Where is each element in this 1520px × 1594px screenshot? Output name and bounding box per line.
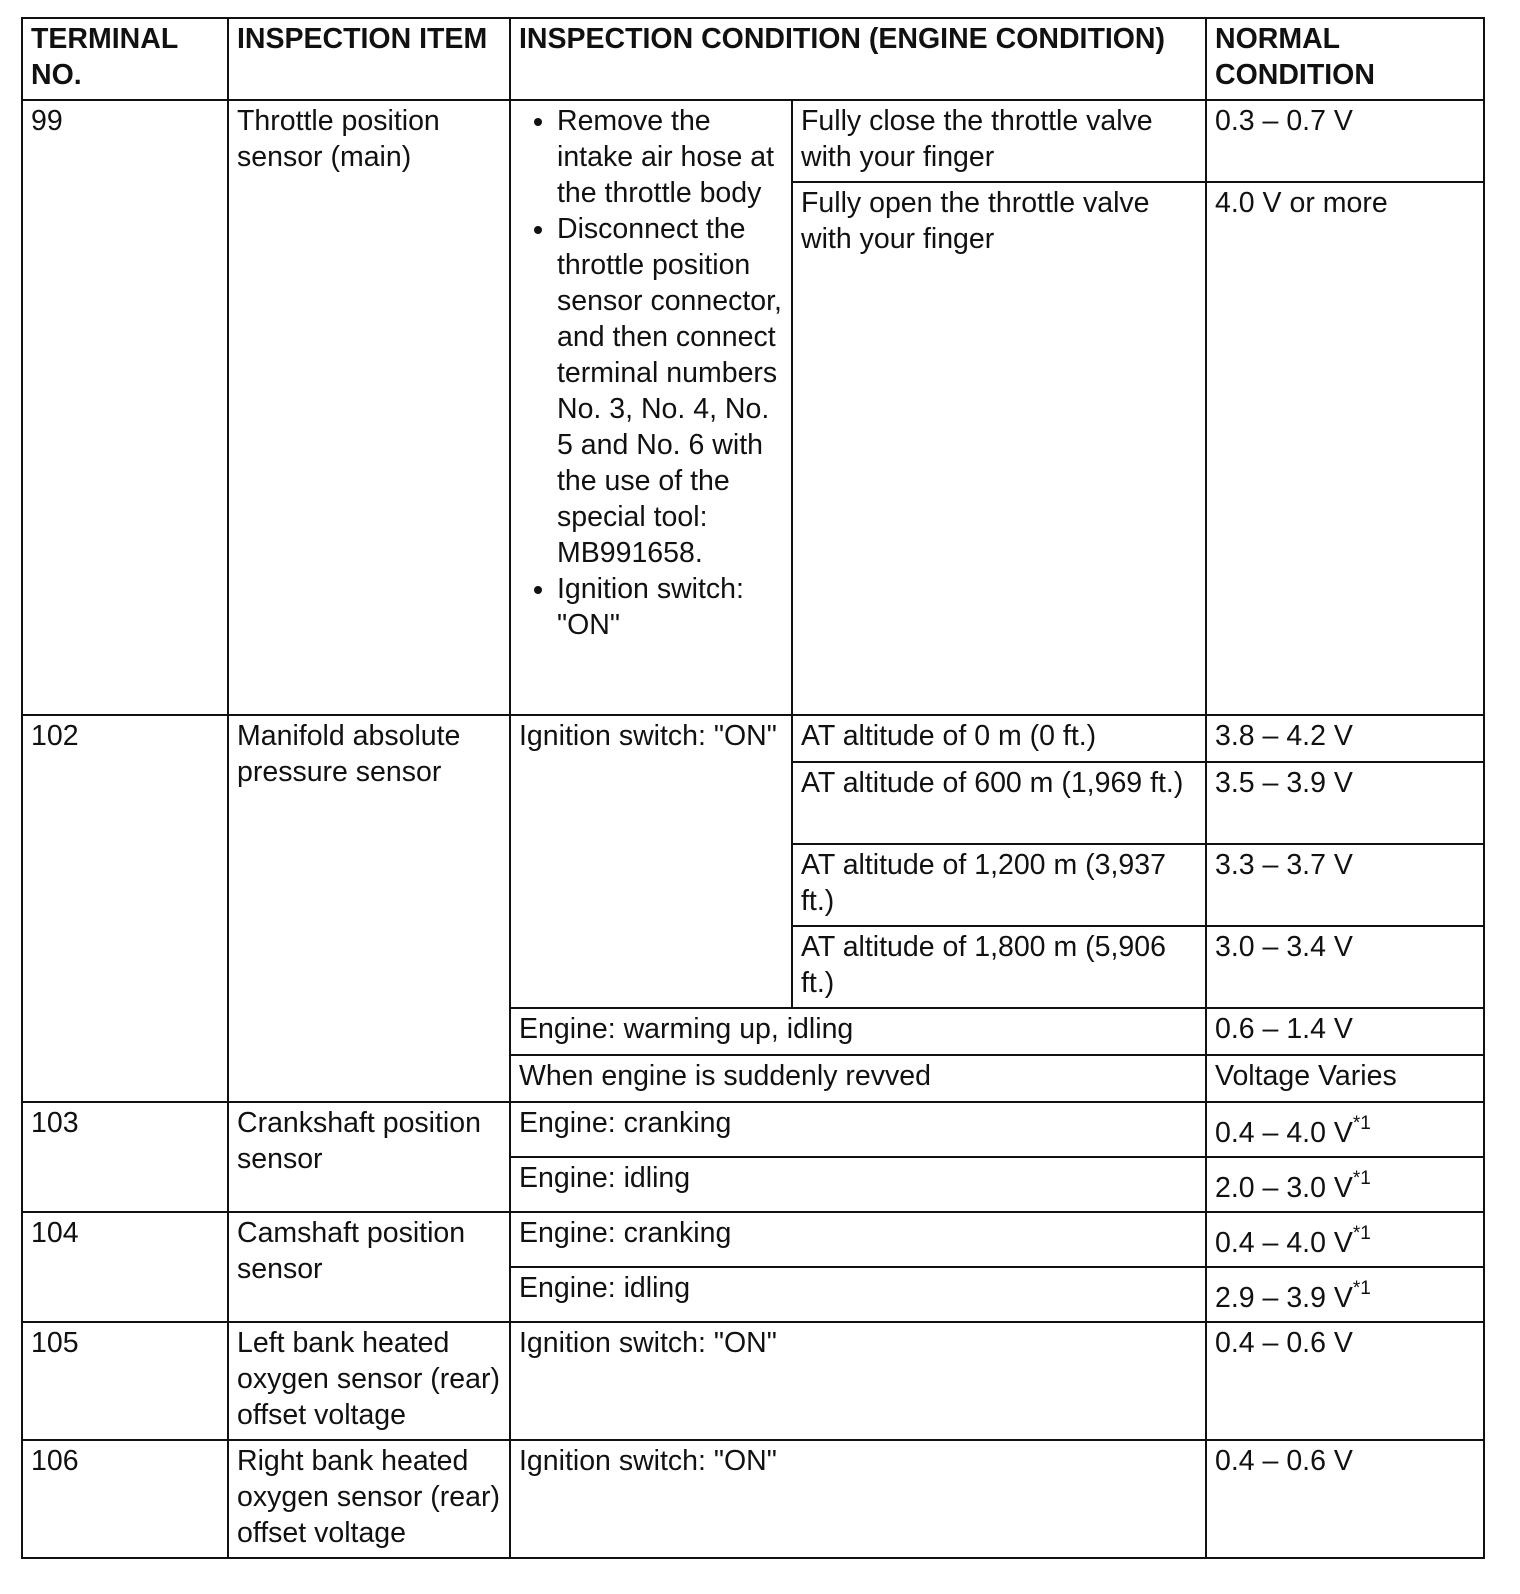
normal-value-cell: 4.0 V or more [1206, 182, 1484, 715]
normal-value: 2.9 – 3.9 V [1215, 1282, 1353, 1314]
header-normal-condition: NORMAL CONDITION [1206, 18, 1484, 100]
normal-value-cell: 3.5 – 3.9 V [1206, 762, 1484, 844]
condition-cell: Engine: cranking [510, 1212, 1206, 1267]
footnote-marker: *1 [1352, 1222, 1371, 1244]
item-cell: Left bank heated oxygen sensor (rear) offset voltage [228, 1322, 510, 1440]
normal-value-cell: 0.4 – 0.6 V [1206, 1322, 1484, 1440]
header-row [22, 18, 1484, 100]
table-row-104 [22, 1212, 1484, 1267]
condition-cell [510, 100, 792, 715]
normal-value-cell: 3.3 – 3.7 V [1206, 844, 1484, 926]
footnote-marker: *1 [1352, 1277, 1371, 1299]
sub-condition-cell: AT altitude of 1,800 m (5,906 ft.) [792, 926, 1206, 1008]
header-inspection-condition: INSPECTION CONDITION (ENGINE CONDITION) [510, 18, 1206, 100]
table-row-99 [22, 100, 1484, 182]
footnote-marker: *1 [1352, 1112, 1371, 1134]
item-cell: Camshaft position sensor [228, 1212, 510, 1322]
header-terminal-no: TERMINAL NO. [22, 18, 228, 100]
terminal-cell: 103 [22, 1102, 228, 1212]
condition-cell: Engine: warming up, idling [510, 1008, 1206, 1055]
terminal-cell: 105 [22, 1322, 228, 1440]
sub-condition-cell: AT altitude of 0 m (0 ft.) [792, 715, 1206, 762]
normal-value: 0.4 – 4.0 V [1215, 1117, 1353, 1149]
normal-value-cell: 3.8 – 4.2 V [1206, 715, 1484, 762]
normal-value-cell: 0.4 – 0.6 V [1206, 1440, 1484, 1558]
condition-cell: Ignition switch: "ON" [510, 1322, 1206, 1440]
condition-bullet-list [519, 103, 783, 643]
normal-value-cell [1206, 1267, 1484, 1322]
item-cell: Throttle position sensor (main) [228, 100, 510, 715]
terminal-cell: 104 [22, 1212, 228, 1322]
table-row-106 [22, 1440, 1484, 1558]
condition-cell: Ignition switch: "ON" [510, 715, 792, 1008]
table-row-105 [22, 1322, 1484, 1440]
table-row-102 [22, 715, 1484, 762]
condition-cell: When engine is suddenly revved [510, 1055, 1206, 1102]
sub-condition-cell: AT altitude of 1,200 m (3,937 ft.) [792, 844, 1206, 926]
terminal-cell: 106 [22, 1440, 228, 1558]
item-cell: Crankshaft position sensor [228, 1102, 510, 1212]
list-item: • Disconnect the throttle position sensor connector, and then connect terminal numbers No. 3, No. 4, No. 5 and No. 6 with the use of the special tool: MB991658. [557, 211, 783, 571]
list-item: • Ignition switch: "ON" [557, 571, 783, 643]
sub-condition-cell: AT altitude of 600 m (1,969 ft.) [792, 762, 1206, 844]
normal-value: 2.0 – 3.0 V [1215, 1172, 1353, 1204]
terminal-cell: 99 [22, 100, 228, 715]
normal-value-cell [1206, 1157, 1484, 1212]
condition-cell: Engine: idling [510, 1157, 1206, 1212]
item-cell: Right bank heated oxygen sensor (rear) offset voltage [228, 1440, 510, 1558]
normal-value-cell: 0.6 – 1.4 V [1206, 1008, 1484, 1055]
terminal-cell: 102 [22, 715, 228, 1102]
item-cell: Manifold absolute pressure sensor [228, 715, 510, 1102]
normal-value-cell [1206, 1212, 1484, 1267]
inspection-table [21, 17, 1485, 1559]
normal-value-cell: Voltage Varies [1206, 1055, 1484, 1102]
sub-condition-cell: Fully open the throttle valve with your finger [792, 182, 1206, 715]
condition-cell: Engine: idling [510, 1267, 1206, 1322]
normal-value-cell [1206, 1102, 1484, 1157]
list-item: • Remove the intake air hose at the throttle body [557, 103, 783, 211]
table-row-103 [22, 1102, 1484, 1157]
sub-condition-cell: Fully close the throttle valve with your finger [792, 100, 1206, 182]
condition-cell: Engine: cranking [510, 1102, 1206, 1157]
footnote-marker: *1 [1352, 1167, 1371, 1189]
normal-value-cell: 3.0 – 3.4 V [1206, 926, 1484, 1008]
normal-value-cell: 0.3 – 0.7 V [1206, 100, 1484, 182]
condition-cell: Ignition switch: "ON" [510, 1440, 1206, 1558]
header-inspection-item: INSPECTION ITEM [228, 18, 510, 100]
normal-value: 0.4 – 4.0 V [1215, 1227, 1353, 1259]
